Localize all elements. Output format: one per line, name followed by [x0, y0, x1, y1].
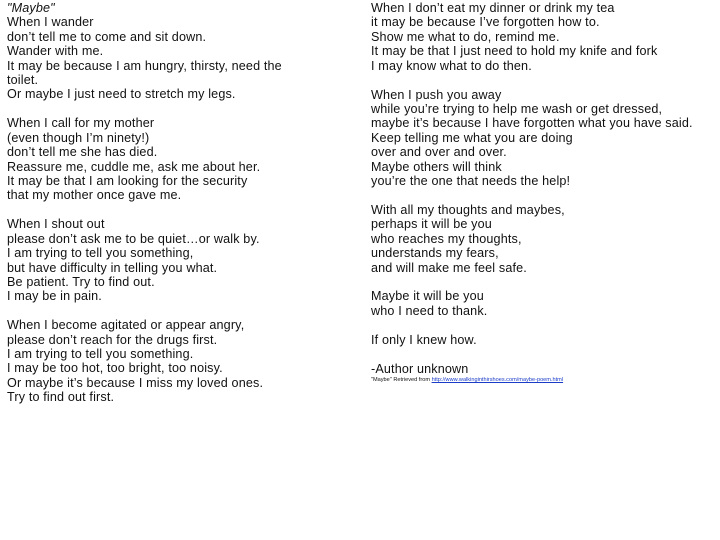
poem-line: It may be because I am hungry, thirsty, need the: [7, 58, 282, 73]
poem-line: When I become agitated or appear angry,: [7, 318, 245, 333]
poem-line: I am trying to tell you something.: [7, 347, 194, 362]
poem-line: Keep telling me what you are doing: [371, 130, 573, 145]
poem-line: Maybe others will think: [371, 159, 502, 174]
poem-line: don’t tell me she has died.: [7, 145, 158, 160]
poem-line: who reaches my thoughts,: [371, 231, 522, 246]
poem-line: I may be too hot, too bright, too noisy.: [7, 361, 223, 376]
poem-line: I may know what to do then.: [371, 58, 532, 73]
stanza: [371, 88, 716, 189]
citation: [371, 377, 716, 384]
left-column: [7, 1, 352, 405]
poem-line: perhaps it will be you: [371, 217, 492, 232]
right-column: [371, 1, 716, 384]
poem-line: It may be that I am looking for the security: [7, 173, 248, 188]
poem-line: but have difficulty in telling you what.: [7, 260, 218, 275]
poem-line: Maybe it will be you: [371, 289, 484, 304]
poem-line: and will make me feel safe.: [371, 260, 527, 275]
stanza: [7, 15, 352, 101]
poem-line: (even though I’m ninety!): [7, 130, 150, 145]
poem-line: it may be because I’ve forgotten how to.: [371, 15, 600, 30]
poem-line: I may be in pain.: [7, 289, 102, 304]
poem-line: Wander with me.: [7, 44, 104, 59]
stanza: [371, 333, 716, 347]
poem-line: toilet.: [7, 73, 39, 88]
poem-line: you’re the one that needs the help!: [371, 173, 571, 188]
poem-line: who I need to thank.: [371, 303, 488, 318]
citation-prefix: "Maybe" Retrieved from: [371, 377, 430, 384]
author-credit: -Author unknown: [371, 361, 469, 376]
poem-line: Show me what to do, remind me.: [371, 29, 560, 44]
poem-line: understands my fears,: [371, 246, 499, 261]
stanza: [371, 203, 716, 275]
stanza: [371, 289, 716, 318]
poem-line: Be patient. Try to find out.: [7, 274, 155, 289]
poem-line: When I shout out: [7, 217, 105, 232]
poem-line: If only I knew how.: [371, 332, 477, 347]
poem-line: When I wander: [7, 15, 94, 30]
poem-line: It may be that I just need to hold my knife and fork: [371, 44, 658, 59]
poem-line: When I don’t eat my dinner or drink my tea: [371, 1, 615, 15]
poem-line: don’t tell me to come and sit down.: [7, 29, 207, 44]
poem-title: "Maybe": [7, 1, 55, 15]
stanza: [7, 217, 352, 303]
stanza: [371, 1, 716, 73]
poem-line: When I call for my mother: [7, 116, 155, 131]
poem-line: while you’re trying to help me wash or get dressed,: [371, 101, 663, 116]
poem-line: maybe it’s because I have forgotten what you have said.: [371, 116, 693, 131]
poem-line: over and over and over.: [371, 145, 507, 160]
poem-line: Or maybe it’s because I miss my loved ones.: [7, 375, 264, 390]
citation-link[interactable]: http://www.walkinginthirshoes.com/maybe-poem.html: [431, 377, 564, 384]
poem-line: please don’t ask me to be quiet…or walk by.: [7, 231, 260, 246]
poem-line: please don’t reach for the drugs first.: [7, 332, 218, 347]
poem-line: Or maybe I just need to stretch my legs.: [7, 87, 236, 102]
poem-line: When I push you away: [371, 87, 502, 102]
stanza: [371, 362, 716, 376]
poem-line: With all my thoughts and maybes,: [371, 202, 565, 217]
stanza: [7, 318, 352, 404]
poem-line: Try to find out first.: [7, 390, 115, 405]
poem-line: Reassure me, cuddle me, ask me about her.: [7, 159, 261, 174]
poem-line: that my mother once gave me.: [7, 188, 182, 203]
poem-line: I am trying to tell you something,: [7, 246, 194, 261]
stanza: [7, 116, 352, 202]
